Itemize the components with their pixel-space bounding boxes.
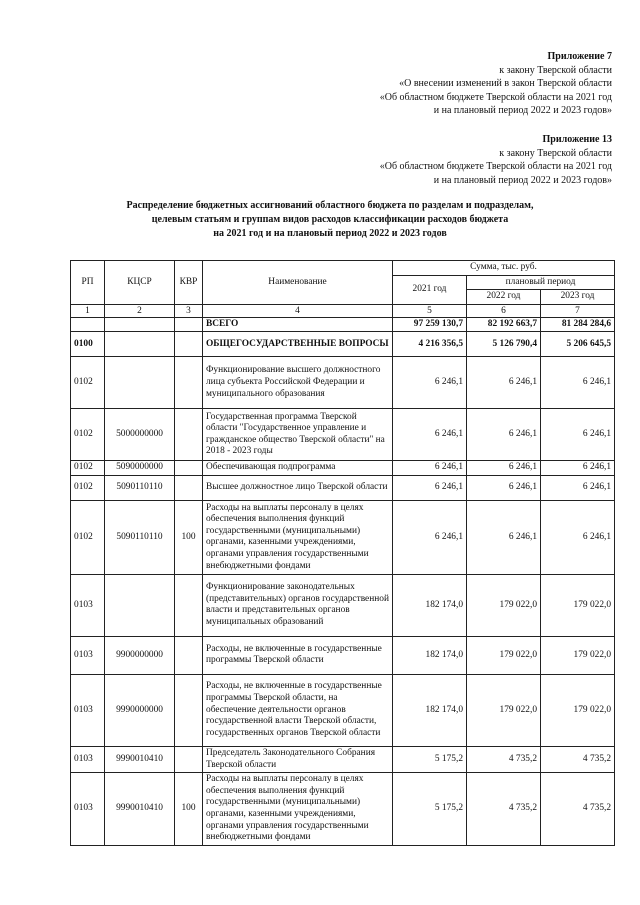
cell-name: ОБЩЕГОСУДАРСТВЕННЫЕ ВОПРОСЫ xyxy=(203,332,393,357)
appendix-7-line: и на плановый период 2022 и 2023 годов» xyxy=(433,105,612,116)
cell-name: Функционирование высшего должностного лица субъекта Российской Федерации и муниципального образования xyxy=(203,357,393,409)
header-name: Наименование xyxy=(203,261,393,305)
cell-amount-2021: 4 216 356,5 xyxy=(393,332,467,357)
cell-kvr xyxy=(175,409,203,461)
cell-amount-2023: 6 246,1 xyxy=(541,357,615,409)
appendix-13-block xyxy=(380,133,612,187)
cell-amount-2023: 179 022,0 xyxy=(541,674,615,746)
cell-name: Расходы, не включенные в государственные программы Тверской области, на обеспечение деятельности органов государственной власти Тверской области, государственных органов Тверской области xyxy=(203,674,393,746)
cell-amount-2022: 179 022,0 xyxy=(467,636,541,674)
cell-name: Обеспечивающая подпрограмма xyxy=(203,461,393,476)
document-title-line: Распределение бюджетных ассигнований областного бюджета по разделам и подразделам, xyxy=(126,200,534,211)
cell-rp: 0102 xyxy=(71,461,105,476)
column-number-row xyxy=(71,304,615,317)
cell-kvr xyxy=(175,332,203,357)
cell-amount-2023: 4 735,2 xyxy=(541,746,615,772)
cell-rp: 0103 xyxy=(71,574,105,636)
column-number: 1 xyxy=(71,304,105,317)
cell-amount-2023: 6 246,1 xyxy=(541,500,615,574)
cell-rp: 0102 xyxy=(71,357,105,409)
cell-amount-2021: 6 246,1 xyxy=(393,357,467,409)
cell-rp: 0102 xyxy=(71,500,105,574)
cell-name: Высшее должностное лицо Тверской области xyxy=(203,475,393,500)
cell-amount-2022: 4 735,2 xyxy=(467,746,541,772)
cell-amount-2021: 97 259 130,7 xyxy=(393,317,467,332)
column-number: 5 xyxy=(393,304,467,317)
appendix-13-title: Приложение 13 xyxy=(542,134,612,145)
header-plan-period: плановый период xyxy=(467,275,615,290)
appendix-13-line: «Об областном бюджете Тверской области на 2021 год xyxy=(379,161,612,172)
appendix-13-line: и на плановый период 2022 и 2023 годов» xyxy=(433,174,612,186)
appendix-7-line: «О внесении изменений в закон Тверской области xyxy=(399,78,612,89)
header-kvr: КВР xyxy=(175,261,203,305)
column-number: 3 xyxy=(175,304,203,317)
header-rp: РП xyxy=(71,261,105,305)
cell-kvr xyxy=(175,636,203,674)
cell-amount-2021: 5 175,2 xyxy=(393,746,467,772)
cell-name: Государственная программа Тверской области "Государственное управление и гражданское общество Тверской области" на 2018 - 2023 годы xyxy=(203,409,393,461)
table-row xyxy=(71,409,615,461)
cell-rp: 0102 xyxy=(71,409,105,461)
cell-amount-2022: 6 246,1 xyxy=(467,461,541,476)
cell-amount-2023: 179 022,0 xyxy=(541,574,615,636)
cell-kcsr: 9990010410 xyxy=(105,746,175,772)
column-number: 7 xyxy=(541,304,615,317)
cell-kcsr: 5090110110 xyxy=(105,475,175,500)
cell-name: Расходы на выплаты персоналу в целях обеспечения выполнения функций государственными (муниципальными) органами, казенными учреждениями, органами управления государственными внебюджетными фондами xyxy=(203,773,393,846)
document-title-line: на 2021 год и на плановый период 2022 и 2023 годов xyxy=(213,228,447,239)
cell-kvr: 100 xyxy=(175,500,203,574)
table-row xyxy=(71,332,615,357)
cell-rp: 0103 xyxy=(71,636,105,674)
header-kcsr: КЦСР xyxy=(105,261,175,305)
cell-amount-2021: 182 174,0 xyxy=(393,574,467,636)
appendix-7-title: Приложение 7 xyxy=(547,51,612,62)
cell-kvr xyxy=(175,574,203,636)
cell-kcsr: 5090000000 xyxy=(105,461,175,476)
budget-table xyxy=(70,260,615,846)
cell-amount-2022: 6 246,1 xyxy=(467,409,541,461)
cell-name: ВСЕГО xyxy=(203,317,393,332)
cell-amount-2022: 179 022,0 xyxy=(467,674,541,746)
cell-rp: 0100 xyxy=(71,332,105,357)
column-number: 2 xyxy=(105,304,175,317)
cell-name: Расходы на выплаты персоналу в целях обеспечения выполнения функций государственными (муниципальными) органами, казенными учреждениями, органами управления государственными внебюджетными фондами xyxy=(203,500,393,574)
cell-kvr xyxy=(175,475,203,500)
table-row xyxy=(71,636,615,674)
cell-kcsr xyxy=(105,317,175,332)
table-row xyxy=(71,773,615,846)
cell-name: Функционирование законодательных (представительных) органов государственной власти и представительных органов муниципальных образований xyxy=(203,574,393,636)
table-row xyxy=(71,746,615,772)
cell-rp: 0103 xyxy=(71,674,105,746)
header-2021: 2021 год xyxy=(393,275,467,304)
cell-kvr xyxy=(175,317,203,332)
cell-kvr xyxy=(175,357,203,409)
cell-kcsr: 5090110110 xyxy=(105,500,175,574)
header-sum: Сумма, тыс. руб. xyxy=(393,261,615,276)
cell-amount-2023: 6 246,1 xyxy=(541,475,615,500)
appendix-7-line: к закону Тверской области xyxy=(499,64,612,76)
table-row xyxy=(71,674,615,746)
cell-kvr xyxy=(175,461,203,476)
cell-kcsr: 9990010410 xyxy=(105,773,175,846)
cell-amount-2022: 82 192 663,7 xyxy=(467,317,541,332)
cell-amount-2022: 6 246,1 xyxy=(467,475,541,500)
header-row xyxy=(71,261,615,276)
table-row xyxy=(71,461,615,476)
column-number: 4 xyxy=(203,304,393,317)
cell-rp xyxy=(71,317,105,332)
cell-kvr xyxy=(175,746,203,772)
cell-amount-2021: 182 174,0 xyxy=(393,636,467,674)
table-row xyxy=(71,317,615,332)
cell-kcsr: 9990000000 xyxy=(105,674,175,746)
appendix-7-line: «Об областном бюджете Тверской области на 2021 год xyxy=(379,91,612,103)
cell-kcsr xyxy=(105,357,175,409)
header-2022: 2022 год xyxy=(467,290,541,305)
table-row xyxy=(71,357,615,409)
cell-amount-2023: 6 246,1 xyxy=(541,461,615,476)
cell-name: Расходы, не включенные в государственные программы Тверской области xyxy=(203,636,393,674)
cell-kcsr xyxy=(105,332,175,357)
cell-kcsr xyxy=(105,574,175,636)
cell-amount-2023: 179 022,0 xyxy=(541,636,615,674)
cell-amount-2021: 6 246,1 xyxy=(393,461,467,476)
document-title-line: целевым статьям и группам видов расходов классификации расходов бюджета xyxy=(151,214,509,225)
cell-amount-2022: 5 126 790,4 xyxy=(467,332,541,357)
cell-amount-2021: 182 174,0 xyxy=(393,674,467,746)
cell-name: Председатель Законодательного Собрания Тверской области xyxy=(203,746,393,772)
cell-amount-2021: 6 246,1 xyxy=(393,475,467,500)
header-2023: 2023 год xyxy=(541,290,615,305)
cell-rp: 0103 xyxy=(71,746,105,772)
column-number: 6 xyxy=(467,304,541,317)
cell-amount-2022: 179 022,0 xyxy=(467,574,541,636)
cell-amount-2023: 81 284 284,6 xyxy=(541,317,615,332)
cell-kcsr: 9900000000 xyxy=(105,636,175,674)
document-title xyxy=(40,199,620,241)
table-row xyxy=(71,574,615,636)
cell-amount-2022: 6 246,1 xyxy=(467,500,541,574)
table-row xyxy=(71,500,615,574)
cell-amount-2023: 5 206 645,5 xyxy=(541,332,615,357)
cell-kvr xyxy=(175,674,203,746)
cell-amount-2022: 6 246,1 xyxy=(467,357,541,409)
cell-amount-2023: 6 246,1 xyxy=(541,409,615,461)
cell-amount-2021: 6 246,1 xyxy=(393,500,467,574)
cell-amount-2023: 4 735,2 xyxy=(541,773,615,846)
cell-kcsr: 5000000000 xyxy=(105,409,175,461)
appendix-7-block xyxy=(380,50,612,118)
cell-rp: 0103 xyxy=(71,773,105,846)
cell-kvr: 100 xyxy=(175,773,203,846)
cell-amount-2021: 5 175,2 xyxy=(393,773,467,846)
cell-amount-2021: 6 246,1 xyxy=(393,409,467,461)
cell-rp: 0102 xyxy=(71,475,105,500)
budget-table-body xyxy=(71,261,615,846)
table-row xyxy=(71,475,615,500)
appendix-13-line: к закону Тверской области xyxy=(499,147,612,159)
cell-amount-2022: 4 735,2 xyxy=(467,773,541,846)
